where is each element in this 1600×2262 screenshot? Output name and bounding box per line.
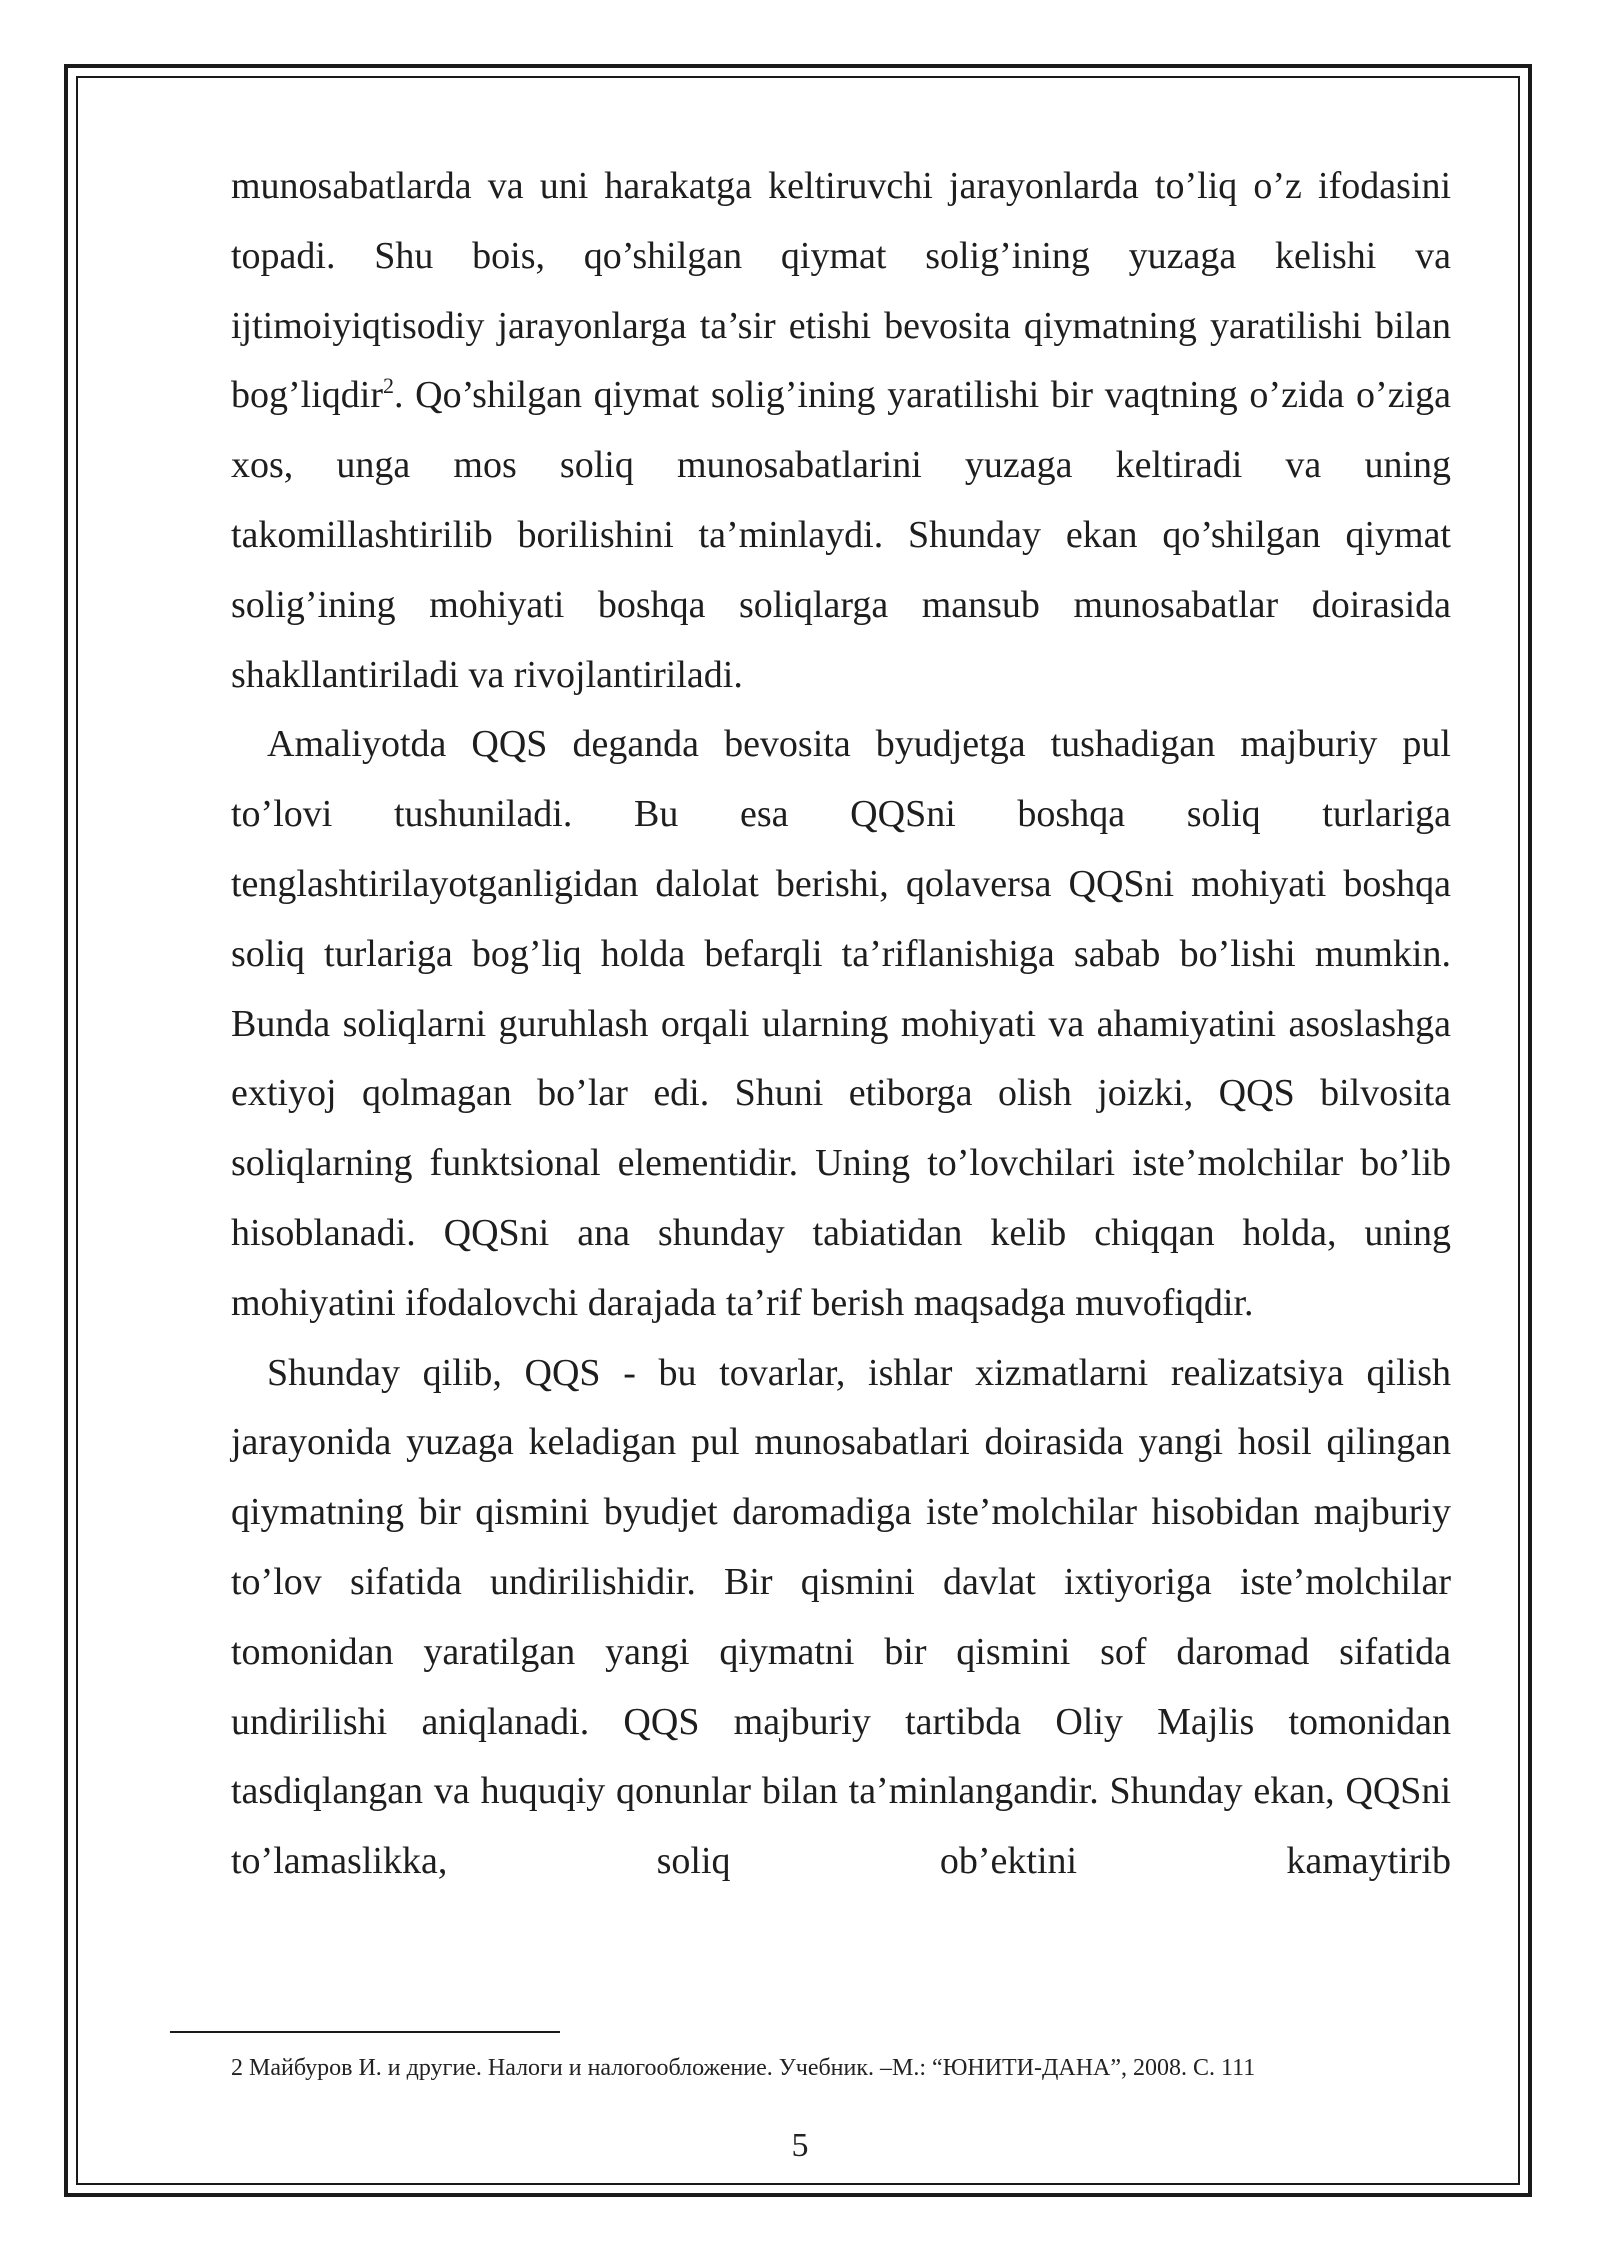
footnote-separator — [170, 2031, 560, 2033]
paragraph-2: Amaliyotda QQS deganda bevosita byudjetga tushadigan majburiy pul to’lovi tushuniladi. Bu esa QQSni boshqa soliq turlariga tenglashtirilayotganligidan dalolat berishi, qolaversa QQSni mohiyati boshqa soliq turlariga bog’liq holda befarqli ta’riflanishiga sabab bo’lishi mumkin. Bunda soliqlarni guruhlash orqali ularning mohiyati va ahamiyatini asoslashga extiyoj qolmagan bo’lar edi. Shuni etiborga olish joizki, QQS bilvosita soliqlarning funktsional elementidir. Uning to’lovchilari iste’molchilar bo’lib hisoblanadi. QQSni ana shunday tabiatidan kelib chiqqan holda, uning mohiyatini ifodalovchi darajada ta’rif berish maqsadga muvofiqdir. — [231, 723, 1451, 1324]
paragraph-3: Shunday qilib, QQS - bu tovarlar, ishlar xizmatlarni realizatsiya qilish jarayonida yuzaga keladigan pul munosabatlari doirasida yangi hosil qilingan qiymatning bir qismini byudjet daromadiga iste’molchilar hisobidan majburiy to’lov sifatida undirilishidir. Bir qismini davlat ixtiyoriga iste’molchilar tomonidan yaratilgan yangi qiymatni bir qismini sof daromad sifatida undirilishi aniqlanadi. QQS majburiy tartibda Oliy Majlis tomonidan tasdiqlangan va huquqiy qonunlar bilan ta’minlangandir. Shunday ekan, QQSni to’lamaslikka, soliq ob’ektini kamaytirib — [231, 1351, 1451, 1883]
footnote-reference[interactable]: 2 — [382, 373, 394, 399]
paragraph-1 — [231, 152, 1451, 710]
paragraph-1-text-b: . Qo’shilgan qiymat solig’ining yaratilishi bir vaqtning o’zida o’ziga xos, unga mos soliq munosabatlarini yuzaga keltiradi va uning takomillashtirilib borilishini ta’minlaydi. Shunday ekan qo’shilgan qiymat solig’ining mohiyati boshqa soliqlarga mansub munosabatlar doirasida shakllantiriladi va rivojlantiriladi. — [231, 374, 1451, 696]
footnote: 2 Майбуров И. и другие. Налоги и налогообложение. Учебник. –М.: “ЮНИТИ-ДАНА”, 2008. С. 111 — [231, 2055, 1256, 2081]
main-text — [231, 152, 1451, 1897]
page-number: 5 — [791, 2127, 809, 2164]
paragraph-1-text-a: munosabatlarda va uni harakatga keltiruvchi jarayonlarda to’liq o’z ifodasini topadi. Shu bois, qo’shilgan qiymat solig’ining yuzaga kelishi va ijtimoiyiqtisodiy jarayonlarga ta’sir etishi bevosita qiymatning yaratilishi bilan bog’liqdir — [231, 165, 1451, 417]
